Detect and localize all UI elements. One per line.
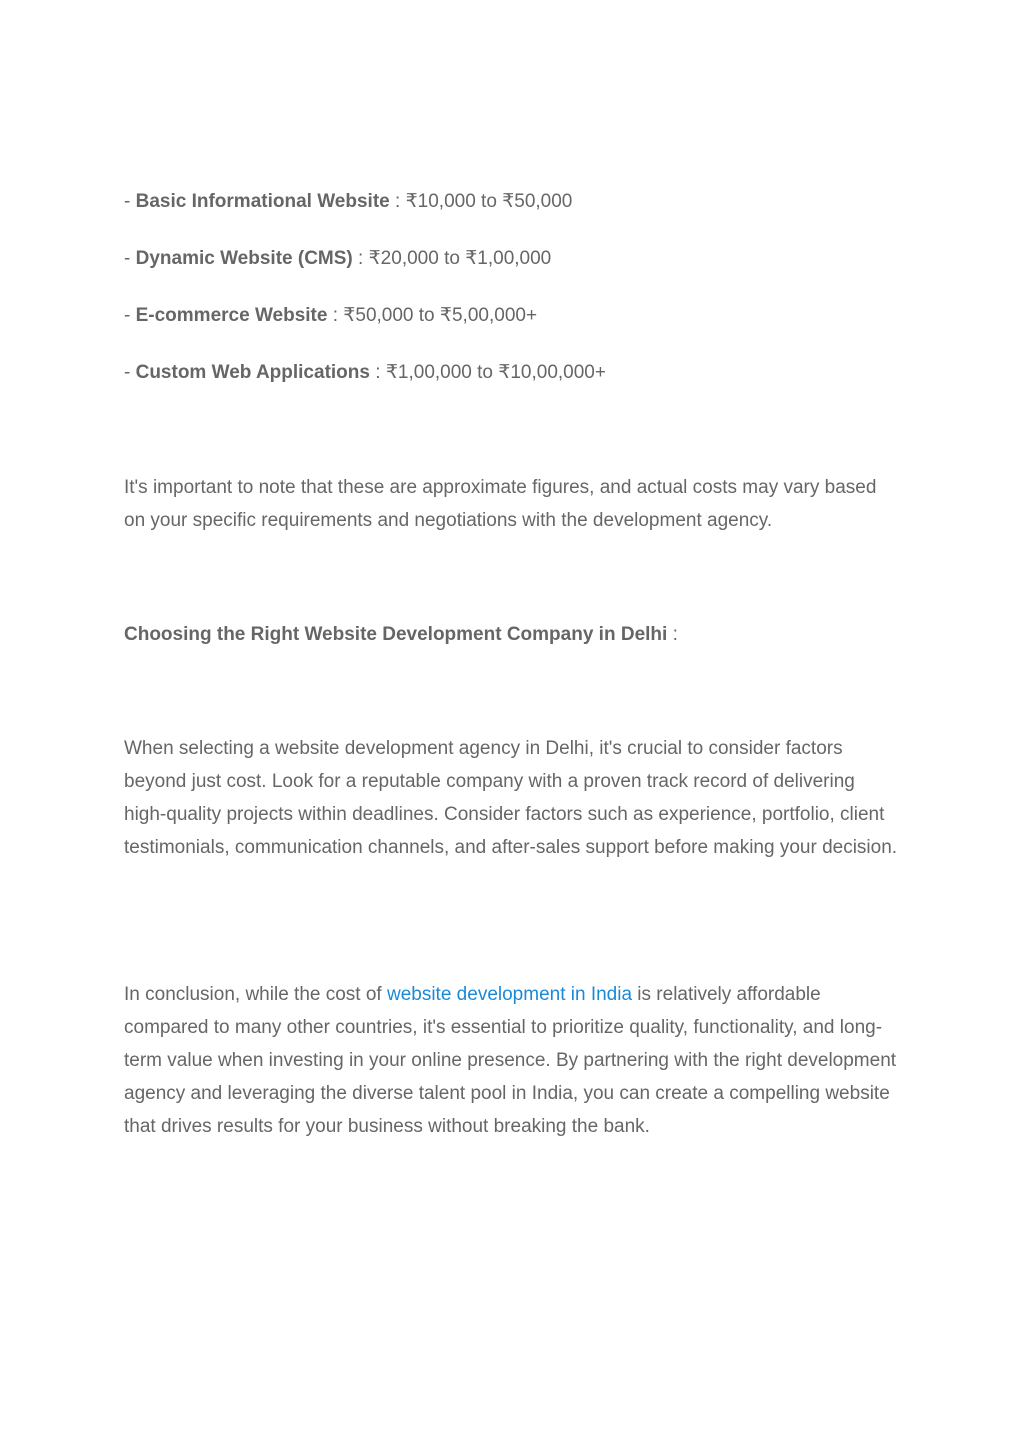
price-item-dynamic <box>124 242 551 275</box>
price-range: ₹10,000 to ₹50,000 <box>405 191 573 212</box>
price-separator: : <box>369 362 386 383</box>
price-separator: : <box>352 248 369 269</box>
price-separator: : <box>327 305 344 326</box>
conclusion-text-start: In conclusion, while the cost of <box>124 984 387 1005</box>
price-item-ecommerce <box>124 299 537 332</box>
section-heading <box>124 618 678 651</box>
price-item-basic <box>124 185 572 218</box>
price-separator: : <box>389 191 406 212</box>
price-range: ₹50,000 to ₹5,00,000+ <box>343 305 538 326</box>
conclusion-paragraph <box>124 978 899 1143</box>
selection-paragraph: When selecting a website development agency in Delhi, it's crucial to consider factors beyond just cost. Look for a reputable company with a proven track record of delivering high-quality projects within deadlines. Consider factors such as experience, portfolio, client testimonials, communication channels, and after-sales support before making your decision. <box>124 738 898 858</box>
price-item-name: Basic Informational Website <box>135 191 390 212</box>
list-dash: - <box>124 248 136 269</box>
price-item-name: E-commerce Website <box>135 305 328 326</box>
price-item-name: Dynamic Website (CMS) <box>135 248 353 269</box>
price-item-name: Custom Web Applications <box>135 362 370 383</box>
price-range: ₹20,000 to ₹1,00,000 <box>368 248 552 269</box>
list-dash: - <box>124 191 136 212</box>
conclusion-text-end: is relatively affordable compared to many other countries, it's essential to prioritize quality, functionality, and long-term value when investing in your online presence. By partnering with the right development agency and leveraging the diverse talent pool in India, you can create a compelling website that drives results for your business without breaking the bank. <box>124 984 897 1137</box>
section-heading-suffix: : <box>667 624 678 645</box>
price-item-custom <box>124 356 606 389</box>
list-dash: - <box>124 362 136 383</box>
price-range: ₹1,00,000 to ₹10,00,000+ <box>385 362 606 383</box>
note-paragraph: It's important to note that these are approximate figures, and actual costs may vary based on your specific requirements and negotiations with the development agency. <box>124 477 877 531</box>
website-development-link[interactable]: website development in India <box>386 984 633 1005</box>
section-heading-text: Choosing the Right Website Development Company in Delhi <box>124 624 668 645</box>
list-dash: - <box>124 305 136 326</box>
